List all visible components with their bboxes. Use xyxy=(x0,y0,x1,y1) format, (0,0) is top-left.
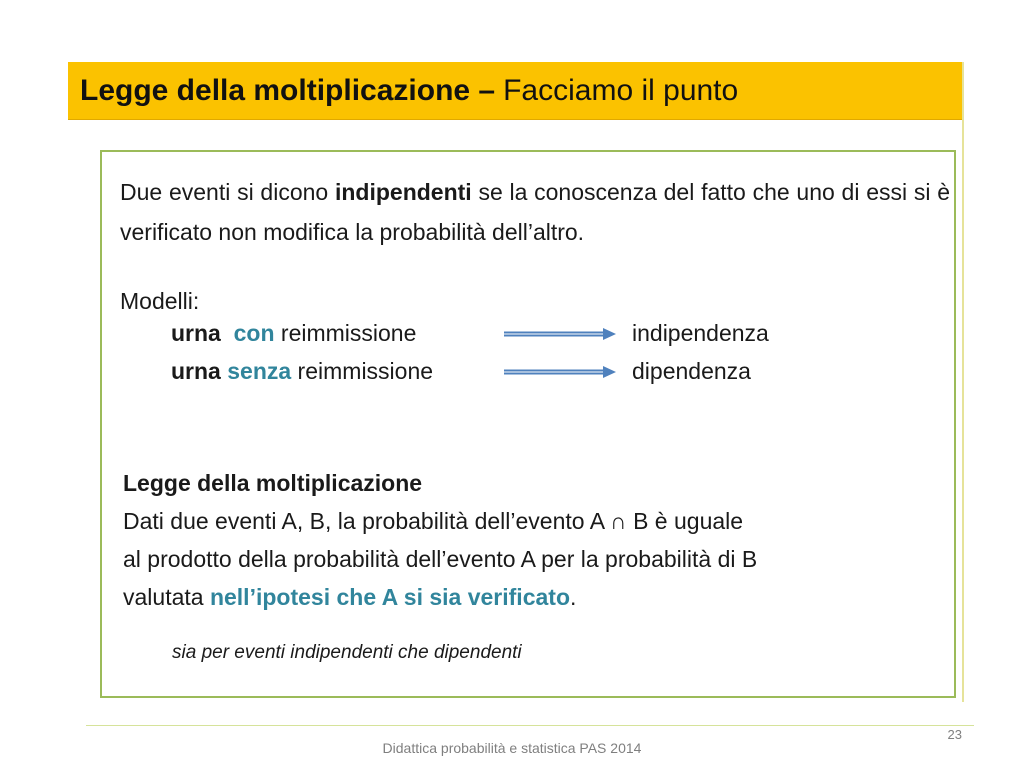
model-result-dipendenza: dipendenza xyxy=(632,358,751,384)
right-divider xyxy=(962,62,964,702)
italic-note: sia per eventi indipendenti che dipendenti xyxy=(172,642,522,663)
model-rest: reimmissione xyxy=(274,320,417,346)
title-bold: Legge della moltiplicazione – xyxy=(80,73,496,107)
law-line-2: al prodotto della probabilità dell’evento A per la probabilità di B xyxy=(123,546,758,572)
model-result-indipendenza: indipendenza xyxy=(632,320,769,346)
intro-part2: se la conoscenza del fatto che uno di essi si è verificato non modifica la probabilità dell’altro. xyxy=(120,179,951,245)
arrow-right-icon xyxy=(503,327,617,341)
law-heading: Legge della moltiplicazione xyxy=(123,470,423,496)
footer-divider xyxy=(86,725,974,726)
page-number: 23 xyxy=(947,727,962,742)
slide-title xyxy=(68,62,964,120)
title-light: Facciamo il punto xyxy=(503,73,739,107)
model-urna-label: urna xyxy=(171,320,221,346)
law-highlight: nell’ipotesi che A si sia verificato xyxy=(209,584,570,610)
law-line-1: Dati due eventi A, B, la probabilità dell’evento A ∩ B è uguale xyxy=(123,508,744,534)
model-row-senza xyxy=(171,352,433,390)
model-qualifier: senza xyxy=(227,358,292,384)
model-row-con xyxy=(171,314,416,352)
law-line-3-suffix: . xyxy=(570,584,577,610)
models-label: Modelli: xyxy=(120,288,200,314)
intro-part1: Due eventi si dicono xyxy=(120,179,335,205)
law-block xyxy=(123,464,953,616)
model-urna-label: urna xyxy=(171,358,221,384)
model-qualifier: con xyxy=(233,320,275,346)
model-rest: reimmissione xyxy=(291,358,434,384)
intro-paragraph xyxy=(120,172,950,252)
intro-bold-term: indipendenti xyxy=(334,179,472,205)
law-line-3-prefix: valutata xyxy=(123,584,210,610)
footer-text: Didattica probabilità e statistica PAS 2014 xyxy=(382,740,642,756)
law-line-3 xyxy=(123,578,953,616)
arrow-right-icon xyxy=(503,365,617,379)
